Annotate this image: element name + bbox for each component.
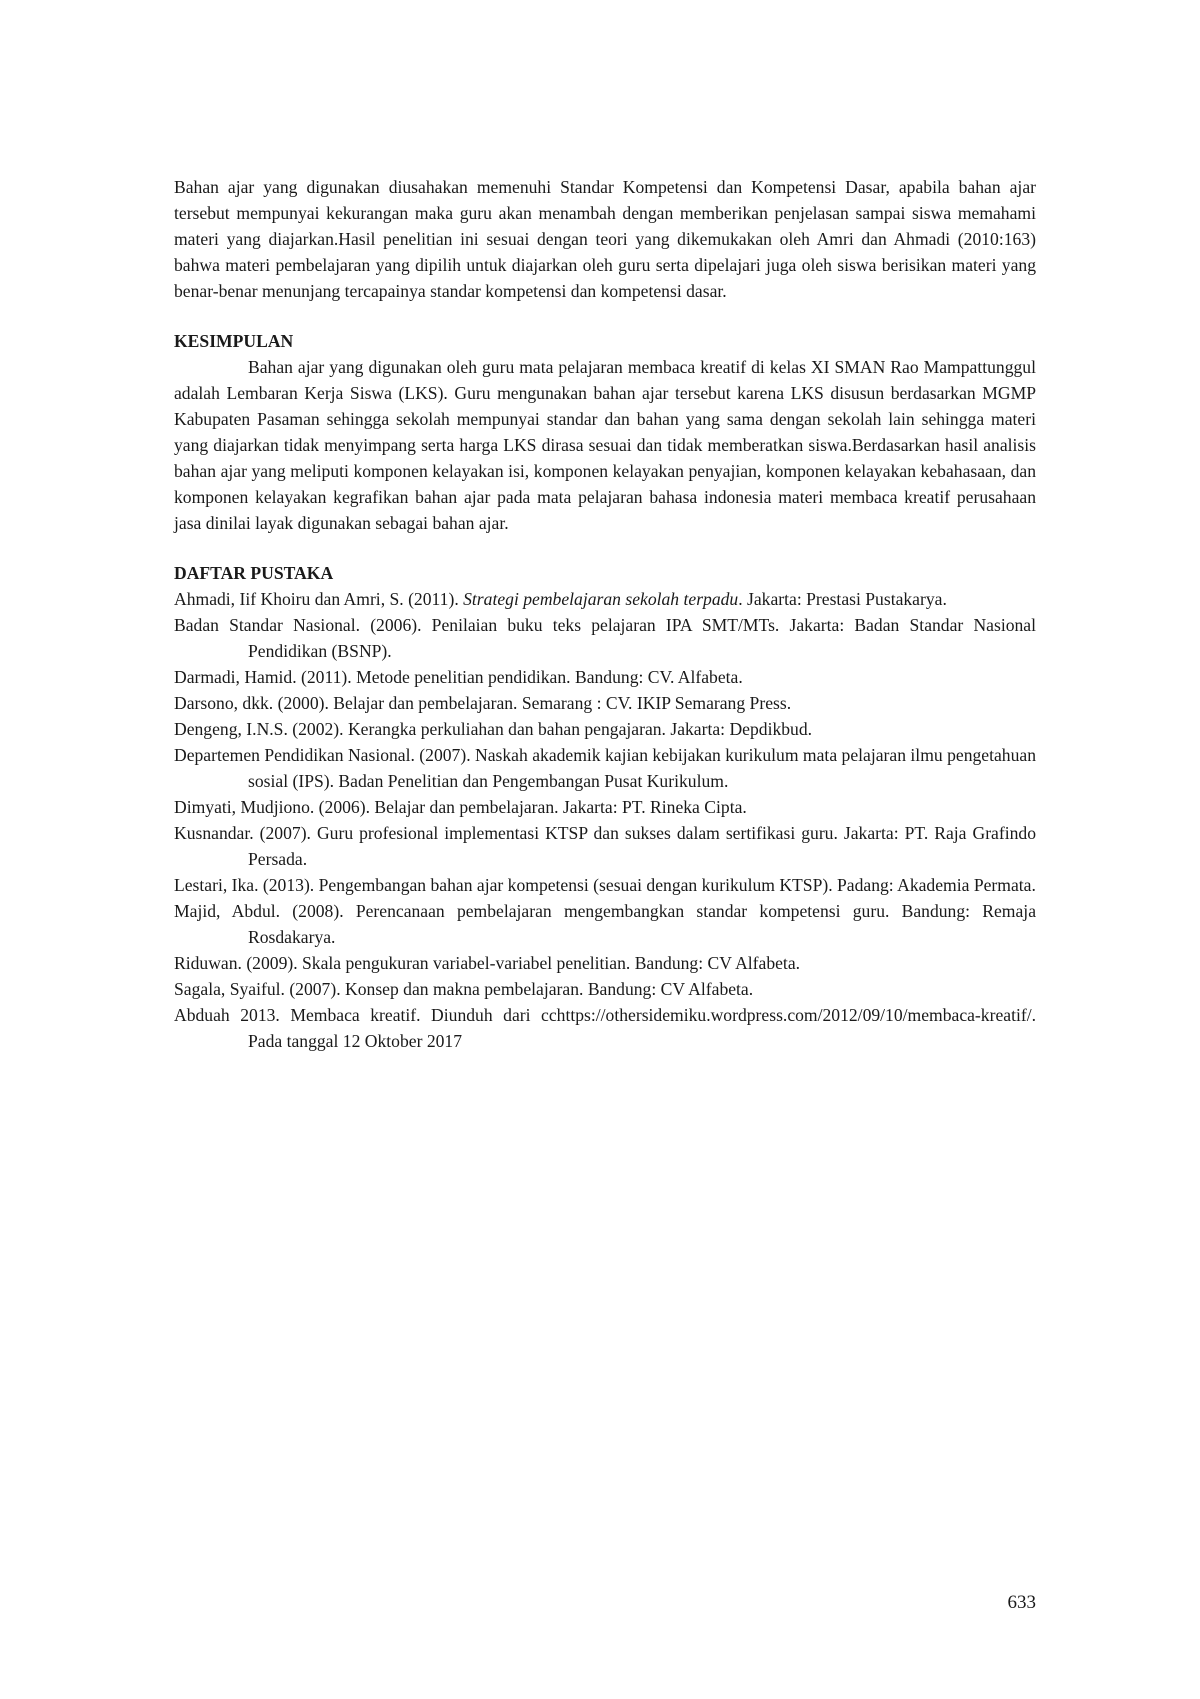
conclusion-paragraph: Bahan ajar yang digunakan oleh guru mata pelajaran membaca kreatif di kelas XI SMAN Rao Mampattunggul adalah Lembaran Kerja Siswa (LKS). Guru mengunakan bahan ajar tersebut karena LKS disusun berdasarkan MGMP Kabupaten Pasaman sehingga sekolah mempunyai standar dan bahan yang sama dengan sekolah lain sehingga materi yang diajarkan tidak menyimpang serta harga LKS dirasa sesuai dan tidak memberatkan siswa.Berdasarkan hasil analisis bahan ajar yang meliputi komponen kelayakan isi, komponen kelayakan penyajian, komponen kelayakan kebahasaan, dan komponen kelayakan kegrafikan bahan ajar pada mata pelajaran bahasa indonesia materi membaca kreatif perusahaan jasa dinilai layak digunakan sebagai bahan ajar. bbox=[174, 357, 1036, 533]
reference-title-italic: Strategi pembelajaran sekolah terpadu bbox=[463, 589, 739, 609]
reference-item: Darsono, dkk. (2000). Belajar dan pembelajaran. Semarang : CV. IKIP Semarang Press. bbox=[174, 693, 792, 713]
reference-item: Kusnandar. (2007). Guru profesional implementasi KTSP dan sukses dalam sertifikasi guru. Jakarta: PT. Raja Grafindo Persada. bbox=[174, 823, 1036, 869]
reference-item: Abduah 2013. Membaca kreatif. Diunduh dari cchttps://othersidemiku.wordpress.com/2012/09/10/membaca-kreatif/. Pada tanggal 12 Oktober 2017 bbox=[174, 1005, 1036, 1051]
reference-list bbox=[174, 586, 1036, 1054]
reference-item: Departemen Pendidikan Nasional. (2007). Naskah akademik kajian kebijakan kurikulum mata pelajaran ilmu pengetahuan sosial (IPS). Badan Penelitian dan Pengembangan Pusat Kurikulum. bbox=[174, 745, 1036, 791]
reference-item: Dengeng, I.N.S. (2002). Kerangka perkuliahan dan bahan pengajaran. Jakarta: Depdikbud. bbox=[174, 719, 813, 739]
page-number: 633 bbox=[1007, 1592, 1036, 1613]
reference-authors: Ahmadi, Iif Khoiru dan Amri, S. (2011). bbox=[174, 589, 464, 609]
reference-item: Dimyati, Mudjiono. (2006). Belajar dan pembelajaran. Jakarta: PT. Rineka Cipta. bbox=[174, 797, 747, 817]
reference-item: Sagala, Syaiful. (2007). Konsep dan makna pembelajaran. Bandung: CV Alfabeta. bbox=[174, 979, 754, 999]
reference-item: Darmadi, Hamid. (2011). Metode penelitian pendidikan. Bandung: CV. Alfabeta. bbox=[174, 667, 743, 687]
section-gap bbox=[174, 536, 1036, 560]
intro-paragraph: Bahan ajar yang digunakan diusahakan memenuhi Standar Kompetensi dan Kompetensi Dasar, apabila bahan ajar tersebut mempunyai kekurangan maka guru akan menambah dengan memberikan penjelasan sampai siswa memahami materi yang diajarkan.Hasil penelitian ini sesuai dengan teori yang dikemukakan oleh Amri dan Ahmadi (2010:163) bahwa materi pembelajaran yang dipilih untuk diajarkan oleh guru serta dipelajari juga oleh siswa berisikan materi yang benar-benar menunjang tercapainya standar kompetensi dan kompetensi dasar. bbox=[174, 177, 1036, 301]
reference-item: Lestari, Ika. (2013). Pengembangan bahan ajar kompetensi (sesuai dengan kurikulum KTSP). Padang: Akademia Permata. bbox=[174, 875, 1036, 895]
reference-publisher: . Jakarta: Prestasi Pustakarya. bbox=[738, 589, 947, 609]
page-content bbox=[174, 174, 1036, 1054]
reference-item-ahmadi bbox=[174, 586, 1036, 612]
reference-item: Majid, Abdul. (2008). Perencanaan pembelajaran mengembangkan standar kompetensi guru. Bandung: Remaja Rosdakarya. bbox=[174, 901, 1036, 947]
conclusion-heading: KESIMPULAN bbox=[174, 331, 294, 351]
references-heading: DAFTAR PUSTAKA bbox=[174, 563, 334, 583]
reference-item: Riduwan. (2009). Skala pengukuran variabel-variabel penelitian. Bandung: CV Alfabeta. bbox=[174, 953, 801, 973]
reference-item: Badan Standar Nasional. (2006). Penilaian buku teks pelajaran IPA SMT/MTs. Jakarta: Badan Standar Nasional Pendidikan (BSNP). bbox=[174, 615, 1036, 661]
section-gap bbox=[174, 304, 1036, 328]
